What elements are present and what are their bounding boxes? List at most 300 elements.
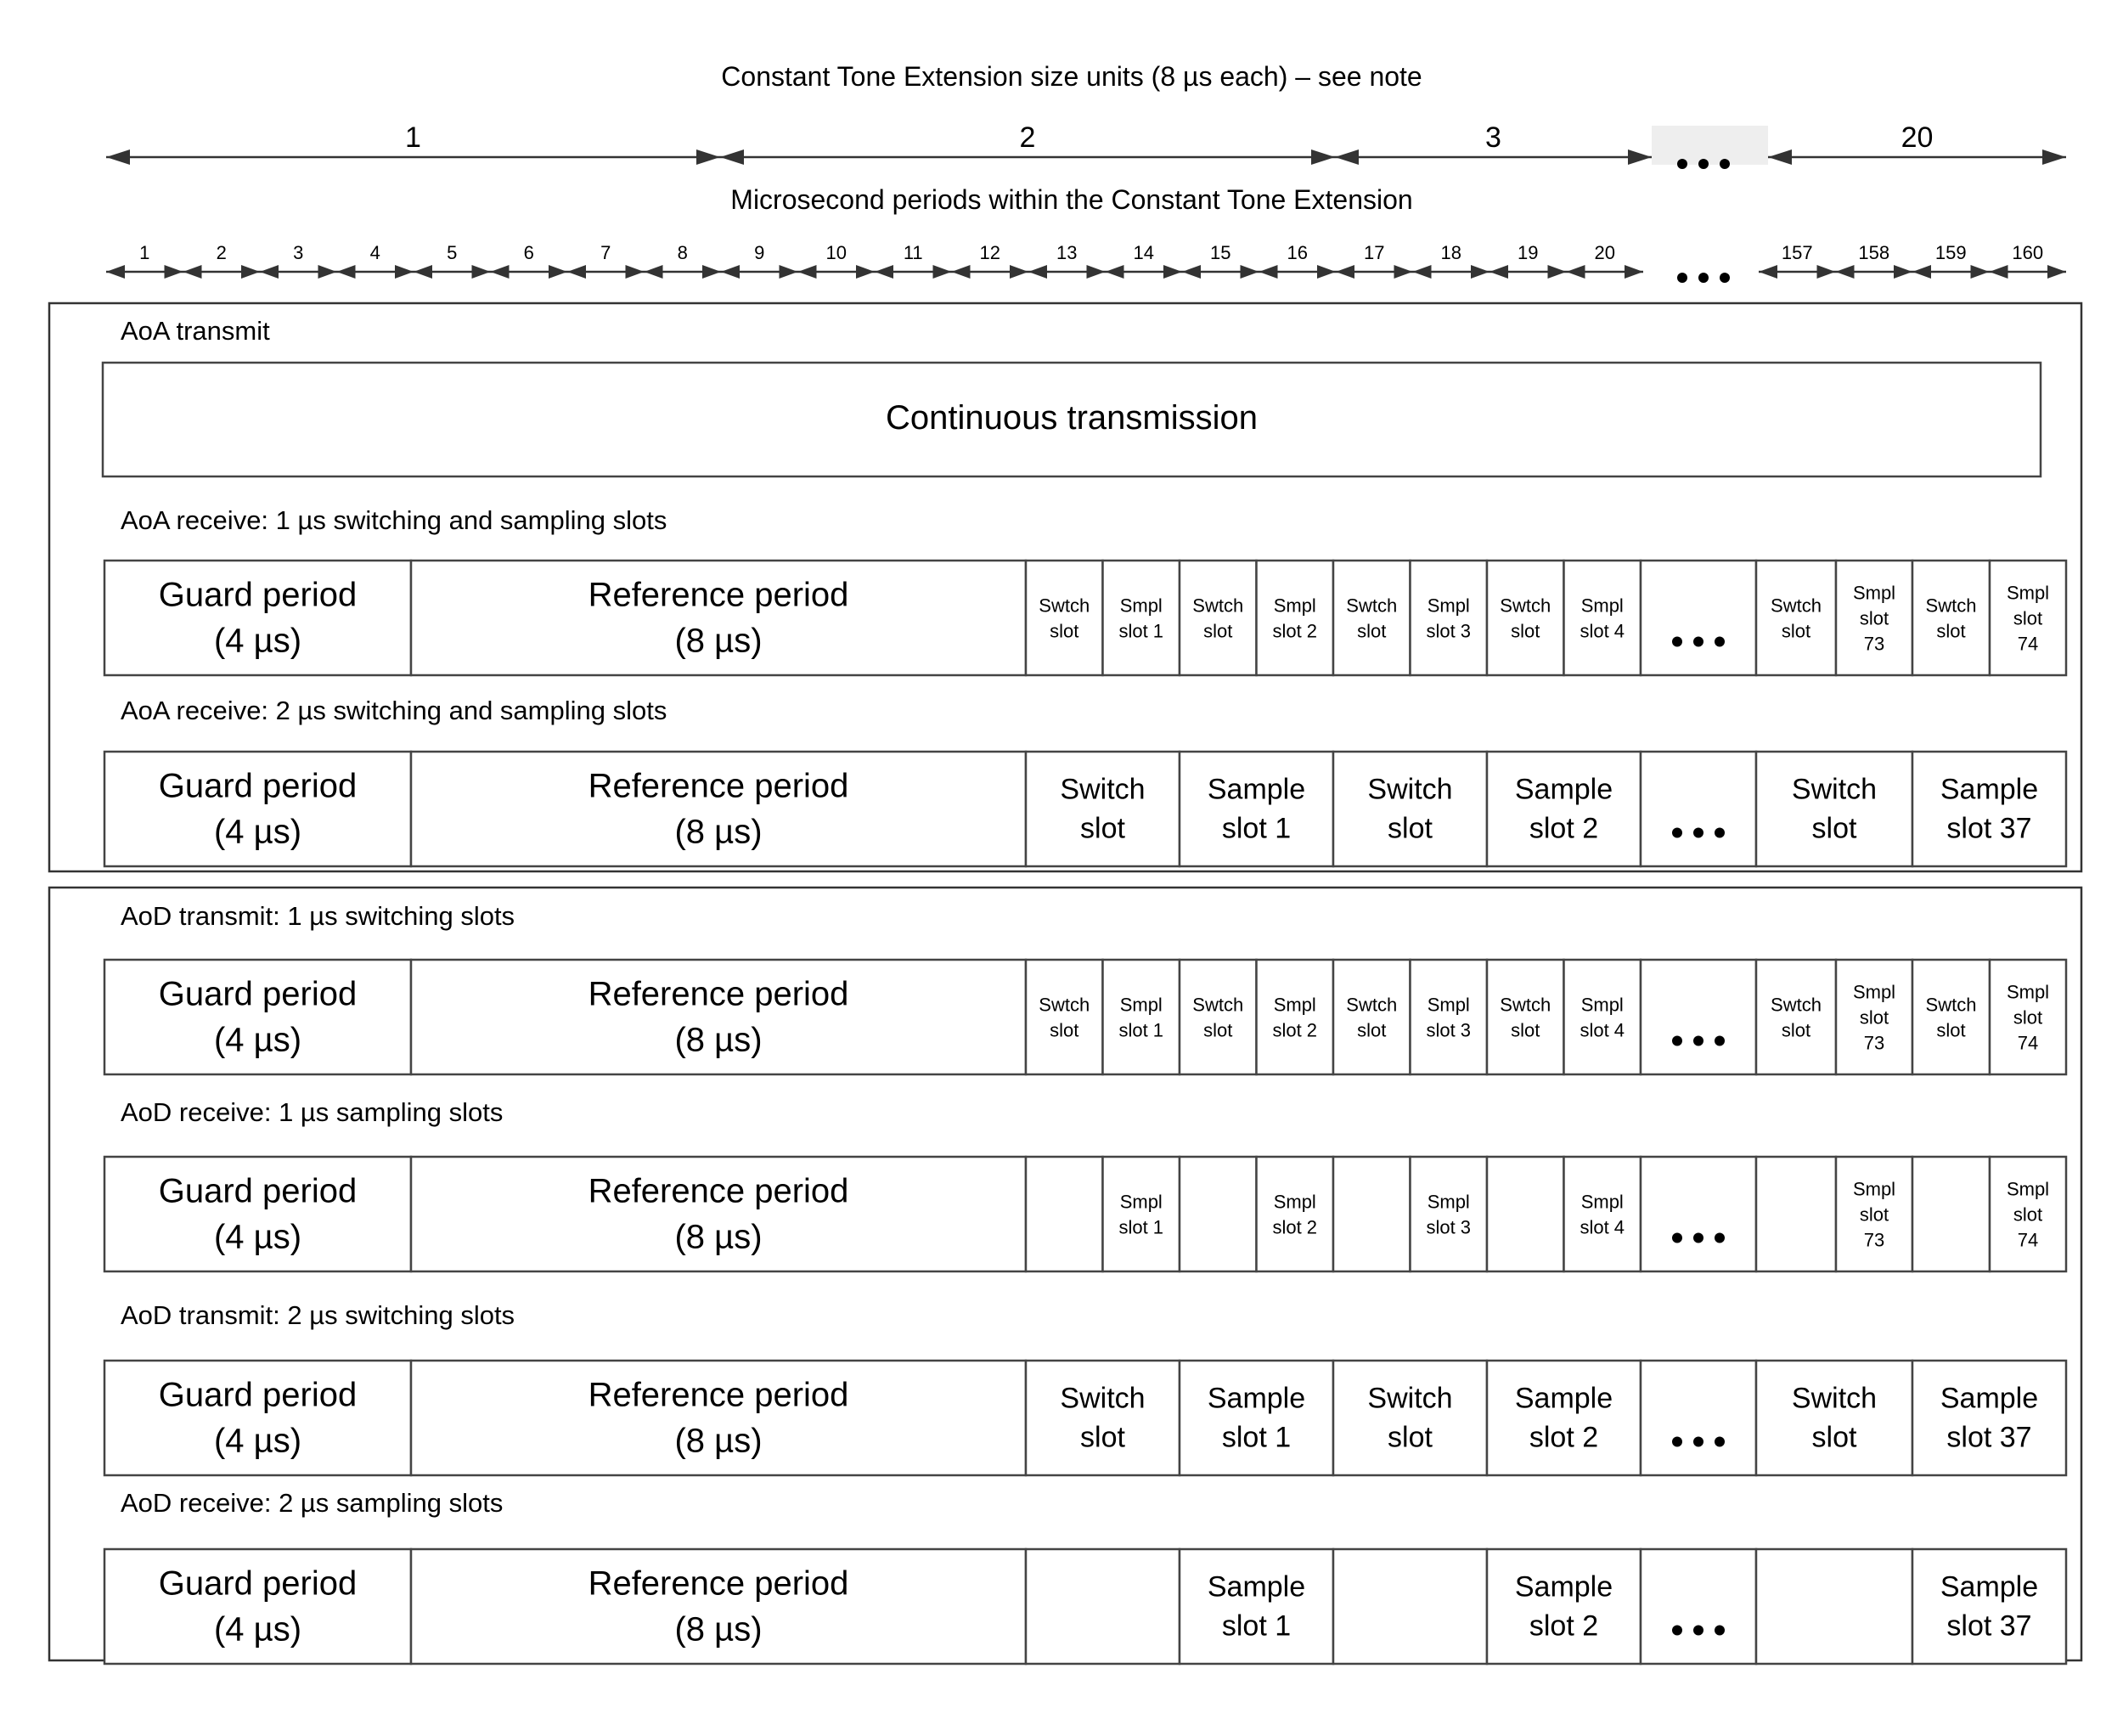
period-label: 15 [1210,242,1231,263]
ellipsis-dot [1715,828,1725,838]
arrowhead [952,265,971,279]
slot-label: slot 1 [1118,1216,1164,1238]
slot-label: Swtch [1192,994,1244,1016]
slot-cell [1487,1549,1641,1664]
slot-label: Smpl [1580,1191,1624,1213]
guard-period-label: Guard period [158,576,358,614]
slot-label: Smpl [1119,1191,1163,1213]
arrowhead [1628,149,1652,165]
slot-label: slot [1859,1006,1889,1029]
slot-label: slot 4 [1580,620,1625,642]
slot-cell [1564,960,1642,1074]
arrowhead [472,265,491,279]
slot-label: slot 37 [1946,812,2032,845]
slot-label: slot [1511,1019,1540,1041]
guard-period-label: (4 µs) [213,1610,302,1649]
slot-label: Sample [1207,1382,1306,1415]
arrowhead [1336,265,1354,279]
slot-cell [1026,1157,1103,1271]
slot-cell [1411,1157,1488,1271]
slot-label: slot [2013,1006,2043,1029]
ellipsis-dot [1693,1626,1703,1636]
slot-label: slot [1203,1019,1233,1041]
slot-cell [1756,1361,1912,1475]
arrowhead [856,265,875,279]
slot-label: Swtch [1500,595,1551,617]
slot-cell [1564,561,1642,675]
size-units-ruler [106,121,2066,169]
slot-cell [1411,561,1488,675]
slot-label: Swtch [1925,595,1977,617]
slot-label: Smpl [1427,595,1470,617]
slot-cell [1180,960,1257,1074]
arrowhead [1971,265,1990,279]
slot-cell [1756,561,1836,675]
arrowhead [241,265,260,279]
arrowhead [1817,265,1836,279]
arrowhead [414,265,432,279]
period-label: 6 [523,242,534,263]
slot-label: Switch [1060,1382,1146,1415]
guard-period-label: (4 µs) [213,1422,302,1460]
arrowhead [260,265,279,279]
arrowhead [1489,265,1508,279]
slot-label: slot [1388,1421,1433,1454]
arrowhead [1317,265,1336,279]
guard-period-label: (4 µs) [213,1218,302,1256]
reference-period-label: Reference period [588,576,849,614]
guard-period-label: Guard period [158,975,358,1013]
slot-label: Swtch [1771,595,1822,617]
size-unit-label: 3 [1485,121,1501,154]
slot-cell [1333,1549,1487,1664]
slot-row [104,752,2066,866]
slot-label: slot 2 [1529,1421,1599,1454]
slot-cell [1487,561,1564,675]
arrowhead [1182,265,1201,279]
reference-period-label: Reference period [588,1172,849,1210]
slot-label: Switch [1060,773,1146,806]
slot-label: slot [1203,620,1233,642]
slot-label: Smpl [1427,994,1470,1016]
period-label: 157 [1781,242,1813,263]
slot-label: Sample [1514,1382,1613,1415]
slot-cell [1756,752,1912,866]
slot-label: Smpl [2006,1178,2050,1200]
slot-label: slot [2013,607,2043,629]
slot-label: 74 [2017,1229,2039,1251]
period-label: 17 [1364,242,1385,263]
ellipsis-dot [1720,273,1730,283]
slot-label: slot [1050,620,1079,642]
slot-cell [1912,1361,2066,1475]
arrowhead [720,149,744,165]
slot-cell [1333,752,1487,866]
arrowhead [1759,265,1777,279]
slot-label: slot 2 [1272,620,1318,642]
slot-label: slot [1811,812,1857,845]
arrowhead [1894,265,1912,279]
slot-label: slot 3 [1426,1216,1472,1238]
period-label: 16 [1287,242,1308,263]
period-label: 9 [754,242,765,263]
arrowhead [1163,265,1182,279]
ruler-gap-shading [1652,126,1768,165]
slot-cell [1487,960,1564,1074]
ellipsis-dot [1715,1437,1725,1447]
slot-label: Smpl [1852,981,1896,1003]
slot-label: Smpl [1119,595,1163,617]
ellipsis-dot [1677,273,1687,283]
aoa-receive-1us-label: AoA receive: 1 µs switching and sampling slots [121,505,667,535]
arrowhead [1768,149,1792,165]
arrowhead [1836,265,1855,279]
period-label: 159 [1934,242,1967,263]
slot-cell [1333,1157,1411,1271]
slot-cell [1333,1361,1487,1475]
ellipsis-dot [1693,1233,1703,1243]
period-label: 4 [369,242,380,263]
ellipsis-dot [1698,273,1709,283]
slot-row [104,561,2066,675]
slot-label: Swtch [1192,595,1244,617]
guard-period-label: (4 µs) [213,1021,302,1059]
reference-period-label: (8 µs) [674,1610,763,1649]
arrowhead [798,265,817,279]
period-label: 14 [1133,242,1154,263]
ellipsis-dot [1698,159,1709,169]
slot-label: slot [1357,620,1387,642]
slot-label: Smpl [1580,994,1624,1016]
slot-row [104,1549,2066,1664]
slot-cell [1026,561,1103,675]
slot-cell [1487,752,1641,866]
arrowhead [626,265,645,279]
ellipsis-dot [1693,637,1703,647]
slot-cell [1487,1361,1641,1475]
slot-label: slot [1811,1421,1857,1454]
slot-label: Sample [1940,1382,2039,1415]
reference-period-label: (8 µs) [674,813,763,851]
slot-label: slot [1080,812,1125,845]
slot-label: slot 1 [1221,1609,1292,1643]
arrowhead [702,265,721,279]
arrowhead [1567,265,1585,279]
slot-label: Smpl [1427,1191,1470,1213]
size-units-title: Constant Tone Extension size units (8 µs each) – see note [721,61,1422,92]
ellipsis-dot [1720,159,1730,169]
guard-period-label: (4 µs) [213,622,302,660]
slot-label: Smpl [2006,582,2050,604]
continuous-transmission-text: Continuous transmission [886,399,1258,437]
period-label: 13 [1056,242,1078,263]
slot-cell [1912,1157,1990,1271]
slot-label: slot [2013,1203,2043,1226]
arrowhead [1548,265,1567,279]
slot-cell [1756,960,1836,1074]
reference-period-label: (8 µs) [674,1218,763,1256]
slot-cell [1641,1361,1756,1475]
period-label: 20 [1594,242,1615,263]
reference-period-label: Reference period [588,975,849,1013]
slot-cell [1912,561,1990,675]
aod-receive-2us-label: AoD receive: 2 µs sampling slots [121,1488,504,1518]
period-label: 11 [903,242,923,263]
arrowhead [1625,265,1643,279]
size-unit-label: 2 [1019,121,1036,154]
slot-cell [1756,1549,1912,1664]
slot-label: Swtch [1039,994,1090,1016]
period-label: 18 [1440,242,1461,263]
arrowhead [721,265,740,279]
slot-label: Swtch [1925,994,1977,1016]
arrowhead [106,149,130,165]
slot-label: slot [1357,1019,1387,1041]
arrowhead [1106,265,1124,279]
slot-cell [1103,960,1180,1074]
arrowhead [1912,265,1931,279]
slot-cell [1912,1549,2066,1664]
slot-label: slot [1050,1019,1079,1041]
arrowhead [1413,265,1432,279]
slot-label: slot 37 [1946,1609,2032,1643]
slot-cell [1257,561,1334,675]
slot-cell [1912,752,2066,866]
slot-label: Sample [1514,1570,1613,1604]
arrowhead [318,265,337,279]
slot-cell [1180,1361,1333,1475]
reference-period-label: (8 µs) [674,1422,763,1460]
slot-cell [1026,960,1103,1074]
slot-cell [1180,561,1257,675]
slot-label: slot 2 [1529,1609,1599,1643]
slot-label: Switch [1367,773,1453,806]
slot-label: Sample [1514,773,1613,806]
arrowhead [1028,265,1047,279]
slot-cell [1103,561,1180,675]
slot-label: slot 1 [1221,812,1292,845]
guard-period-label: Guard period [158,1172,358,1210]
ellipsis-dot [1672,828,1682,838]
slot-cell [1564,1157,1642,1271]
slot-label: Swtch [1346,595,1398,617]
microsecond-periods-title: Microsecond periods within the Constant Tone Extension [730,184,1413,215]
slot-label: Switch [1791,1382,1878,1415]
slot-cell [1180,1549,1333,1664]
slot-cell [1641,960,1756,1074]
slot-row [104,1157,2066,1271]
slot-label: slot [1080,1421,1125,1454]
microsecond-ruler [106,242,2066,283]
period-label: 7 [600,242,611,263]
slot-label: Swtch [1346,994,1398,1016]
slot-cell [1257,960,1334,1074]
reference-period-label: Reference period [588,767,849,805]
slot-cell [1026,1549,1180,1664]
slot-label: Sample [1940,773,2039,806]
slot-label: 73 [1863,633,1885,655]
period-label: 10 [825,242,847,263]
arrowhead [1335,149,1359,165]
reference-period-label: (8 µs) [674,1021,763,1059]
slot-label: Swtch [1039,595,1090,617]
period-label: 2 [216,242,227,263]
slot-label: slot 2 [1272,1216,1318,1238]
slot-cell [1180,752,1333,866]
slot-cell [1641,752,1756,866]
slot-label: Smpl [1580,595,1624,617]
slot-label: Switch [1367,1382,1453,1415]
ellipsis-dot [1672,1437,1682,1447]
period-label: 1 [139,242,150,263]
aod-transmit-2us-label: AoD transmit: 2 µs switching slots [121,1300,515,1330]
slot-cell [1180,1157,1257,1271]
slot-label: slot 4 [1580,1216,1625,1238]
arrowhead [106,265,125,279]
ellipsis-dot [1672,637,1682,647]
period-label: 5 [447,242,458,263]
arrowhead [1471,265,1489,279]
arrowhead [183,265,202,279]
arrowhead [1990,265,2008,279]
ellipsis-dot [1693,828,1703,838]
guard-period-label: Guard period [158,1564,358,1603]
ellipsis-dot [1715,1626,1725,1636]
aod-transmit-1us-label: AoD transmit: 1 µs switching slots [121,901,515,931]
arrowhead [2042,149,2066,165]
slot-label: Swtch [1500,994,1551,1016]
slot-label: slot 3 [1426,620,1472,642]
slot-label: 73 [1863,1032,1885,1054]
slot-label: Smpl [1119,994,1163,1016]
ellipsis-dot [1677,159,1687,169]
slot-cell [1026,1361,1180,1475]
period-label: 8 [677,242,688,263]
slot-cell [1912,960,1990,1074]
slot-cell [1026,752,1180,866]
slot-cell [1257,1157,1334,1271]
slot-cell [1756,1157,1836,1271]
slot-label: Smpl [1273,595,1316,617]
slot-label: Sample [1940,1570,2039,1604]
ellipsis-dot [1715,1036,1725,1046]
slot-label: Smpl [1852,1178,1896,1200]
slot-label: slot [1936,1019,1966,1041]
period-label: 160 [2012,242,2044,263]
period-label: 12 [979,242,1000,263]
reference-period-label: Reference period [588,1564,849,1603]
period-label: 19 [1518,242,1539,263]
slot-label: slot [1388,812,1433,845]
slot-label: Swtch [1771,994,1822,1016]
ellipsis-dot [1672,1233,1682,1243]
reference-period-label: Reference period [588,1376,849,1414]
slot-label: slot [1781,620,1811,642]
slot-label: slot 4 [1580,1019,1625,1041]
slot-label: Smpl [1273,994,1316,1016]
slot-cell [1641,1549,1756,1664]
arrowhead [1087,265,1106,279]
arrowhead [395,265,414,279]
slot-row [104,960,2066,1074]
arrowhead [567,265,586,279]
slot-label: Smpl [2006,981,2050,1003]
slot-cell [1411,960,1488,1074]
period-label: 158 [1858,242,1890,263]
slot-label: Smpl [1852,582,1896,604]
arrowhead [2047,265,2066,279]
ellipsis-dot [1715,1233,1725,1243]
arrowhead [875,265,893,279]
slot-cell [1641,561,1756,675]
slot-label: Smpl [1273,1191,1316,1213]
aoa-transmit-label: AoA transmit [121,316,270,346]
ellipsis-dot [1715,637,1725,647]
slot-label: slot 37 [1946,1421,2032,1454]
aod-receive-1us-label: AoD receive: 1 µs sampling slots [121,1097,504,1127]
slot-label: slot [1936,620,1966,642]
arrowhead [696,149,720,165]
slot-cell [1333,561,1411,675]
slot-label: 74 [2017,1032,2039,1054]
size-unit-label: 1 [405,121,421,154]
arrowhead [933,265,952,279]
guard-period-label: Guard period [158,1376,358,1414]
slot-cell [1487,1157,1564,1271]
slot-label: slot 1 [1118,620,1164,642]
arrowhead [780,265,798,279]
arrowhead [1010,265,1028,279]
slot-label: slot 3 [1426,1019,1472,1041]
slot-label: Switch [1791,773,1878,806]
arrowhead [1311,149,1335,165]
slot-label: slot 2 [1529,812,1599,845]
slot-label: slot [1859,1203,1889,1226]
slot-cell [1333,960,1411,1074]
slot-label: 74 [2017,633,2039,655]
arrowhead [645,265,663,279]
ellipsis-dot [1672,1036,1682,1046]
ellipsis-dot [1693,1437,1703,1447]
arrowhead [549,265,567,279]
slot-label: slot [1859,607,1889,629]
slot-cell [1641,1157,1756,1271]
slot-label: 73 [1863,1229,1885,1251]
slot-label: slot [1511,620,1540,642]
slot-label: slot 2 [1272,1019,1318,1041]
slot-label: slot 1 [1221,1421,1292,1454]
arrowhead [1259,265,1278,279]
size-unit-label: 20 [1901,121,1934,154]
slot-label: slot [1781,1019,1811,1041]
slot-label: Sample [1207,1570,1306,1604]
slot-row [104,1361,2066,1475]
ellipsis-dot [1693,1036,1703,1046]
arrowhead [491,265,510,279]
slot-label: slot 1 [1118,1019,1164,1041]
guard-period-label: Guard period [158,767,358,805]
guard-period-label: (4 µs) [213,813,302,851]
arrowhead [337,265,356,279]
aoa-receive-2us-label: AoA receive: 2 µs switching and sampling slots [121,696,667,725]
ellipsis-dot [1672,1626,1682,1636]
arrowhead [165,265,183,279]
arrowhead [1241,265,1259,279]
slot-cell [1103,1157,1180,1271]
arrowhead [1394,265,1413,279]
period-label: 3 [293,242,304,263]
slot-label: Sample [1207,773,1306,806]
